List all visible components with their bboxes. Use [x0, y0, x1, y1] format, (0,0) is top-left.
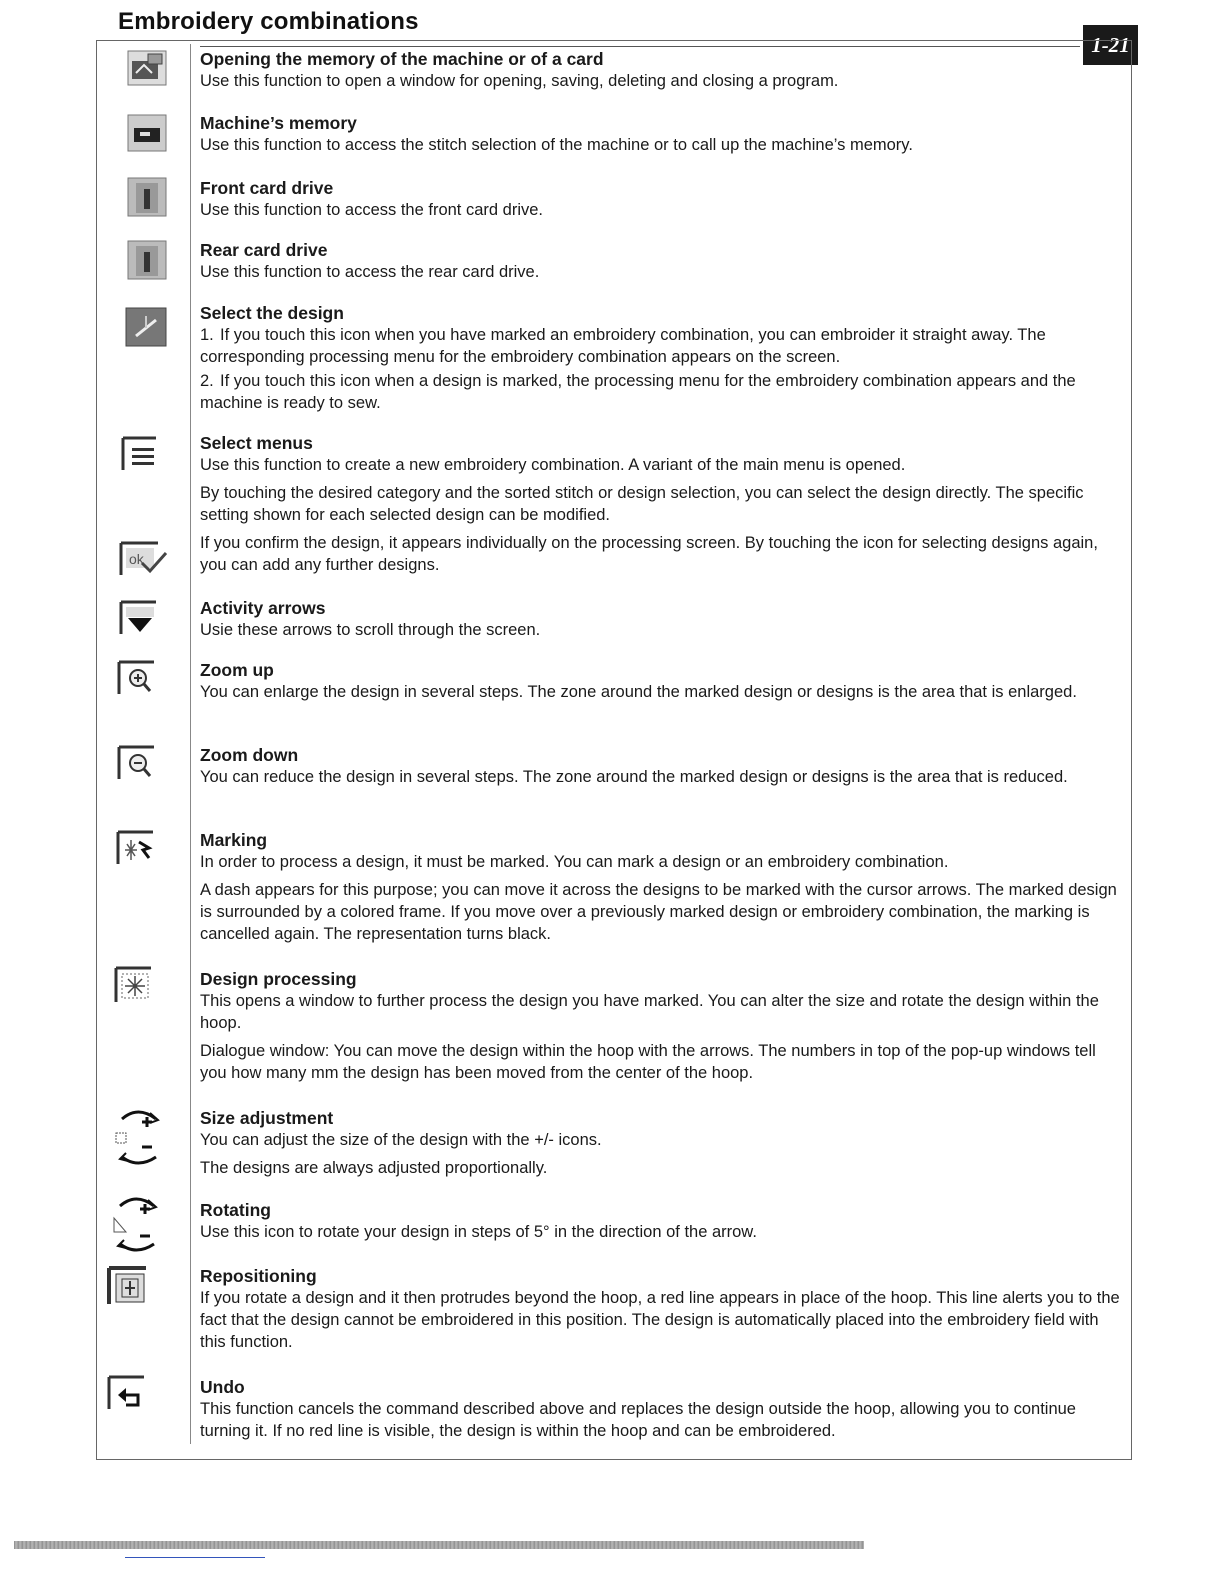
activity-arrow-icon — [118, 600, 160, 636]
section-undo — [200, 1376, 1125, 1442]
section-text: In order to process a design, it must be marked. You can mark a design or an embroidery combination. — [200, 853, 949, 871]
zoom-in-icon — [116, 660, 158, 696]
section-machine-memory — [200, 112, 1125, 156]
section-text: You can reduce the design in several steps. The zone around the marked design or designs is the area that is reduced. — [200, 768, 1068, 786]
select-design-icon — [124, 306, 170, 348]
list-number: 2. — [200, 372, 214, 390]
section-text: Use this icon to rotate your design in steps of 5° in the direction of the arrow. — [200, 1223, 757, 1241]
section-text: Use this function to access the stitch selection of the machine or to call up the machine’s memory. — [200, 136, 913, 154]
section-activity-arrows — [200, 597, 1125, 641]
section-text: If you rotate a design and it then protrudes beyond the hoop, a red line appears in place of the hoop. This line alerts you to the fact that the design cannot be embroidered in this position. The design is automatically placed into the embroidery field with this function. — [200, 1289, 1120, 1351]
section-repositioning — [200, 1265, 1125, 1353]
section-select-design — [200, 302, 1125, 414]
section-text: You can adjust the size of the design with the +/- icons. — [200, 1131, 602, 1149]
section-size-adjustment — [200, 1107, 1125, 1179]
section-text: This opens a window to further process the design you have marked. You can alter the size and rotate the design within the hoop. — [200, 992, 1099, 1032]
footer-line — [125, 1557, 265, 1558]
section-title: Zoom down — [200, 745, 299, 765]
section-text: Use this function to create a new embroidery combination. A variant of the main menu is opened. — [200, 456, 906, 474]
rotate-icon — [108, 1190, 164, 1260]
section-text: Use this function to open a window for opening, saving, deleting and closing a program. — [200, 72, 839, 90]
list-item — [200, 370, 1125, 414]
section-title: Rotating — [200, 1200, 271, 1220]
size-adjust-icon — [110, 1103, 166, 1175]
list-item-text: If you touch this icon when a design is marked, the processing menu for the embroidery combination appears and the machine is ready to sew. — [200, 372, 1076, 412]
list-number: 1. — [200, 326, 214, 344]
section-text: Use this function to access the front card drive. — [200, 201, 543, 219]
zoom-out-icon — [116, 745, 158, 781]
section-select-menus — [200, 432, 1125, 576]
section-front-card-drive — [200, 177, 1125, 221]
section-title: Activity arrows — [200, 598, 326, 618]
rear-card-drive-icon — [126, 238, 170, 282]
list-item — [200, 324, 1125, 368]
section-title: Select menus — [200, 433, 313, 453]
section-text: Usie these arrows to scroll through the screen. — [200, 621, 541, 639]
page-title: Embroidery combinations — [118, 8, 419, 35]
section-opening-memory — [200, 48, 1125, 92]
top-rule — [200, 46, 1080, 47]
section-rotating — [200, 1199, 1125, 1243]
section-zoom-down — [200, 744, 1125, 788]
section-text: A dash appears for this purpose; you can move it across the designs to be marked with the cursor arrows. The marked design is surrounded by a colored frame. If you move over a previously marked design or embroidery combination, the marking is cancelled again. The representation turns black. — [200, 881, 1117, 943]
icon-column-divider — [190, 44, 191, 1444]
section-title: Undo — [200, 1377, 245, 1397]
section-title: Select the design — [200, 303, 344, 323]
ok-check-icon — [118, 541, 170, 577]
footer-scan-bar — [14, 1541, 864, 1549]
section-text: Use this function to access the rear card drive. — [200, 263, 540, 281]
section-rear-card-drive — [200, 239, 1125, 283]
section-text: The designs are always adjusted proportionally. — [200, 1159, 548, 1177]
section-title: Size adjustment — [200, 1108, 334, 1128]
section-title: Rear card drive — [200, 240, 328, 260]
front-card-drive-icon — [126, 175, 170, 219]
section-text: Dialogue window: You can move the design within the hoop with the arrows. The numbers in top of the pop-up windows tell you how many mm the design has been moved from the center of the hoop. — [200, 1042, 1096, 1082]
section-title: Marking — [200, 830, 268, 850]
section-text: By touching the desired category and the sorted stitch or design selection, you can select the design directly. The specific setting shown for each selected design can be modified. — [200, 484, 1084, 524]
machine-memory-icon — [126, 112, 170, 154]
section-text: You can enlarge the design in several steps. The zone around the marked design or designs is the area that is enlarged. — [200, 683, 1077, 701]
list-item-text: If you touch this icon when you have marked an embroidery combination, you can embroider it straight away. The corresponding processing menu for the embroidery combination appears on the screen. — [200, 326, 1046, 366]
open-card-icon — [126, 47, 170, 89]
section-zoom-up — [200, 659, 1125, 703]
undo-icon — [106, 1375, 148, 1411]
section-title: Opening the memory of the machine or of a card — [200, 49, 604, 69]
section-design-processing — [200, 968, 1125, 1084]
section-text: If you confirm the design, it appears individually on the processing screen. By touching the icon for selecting designs again, you can add any further designs. — [200, 534, 1098, 574]
section-title: Zoom up — [200, 660, 274, 680]
section-title: Repositioning — [200, 1266, 317, 1286]
design-processing-icon — [113, 966, 155, 1004]
section-title: Front card drive — [200, 178, 334, 198]
section-text: This function cancels the command described above and replaces the design outside the hoop, allowing you to continue turning it. If no red line is visible, the design is within the hoop and can be embroidered. — [200, 1400, 1076, 1440]
select-menus-icon — [120, 436, 160, 472]
ok-check-label: ok — [129, 551, 144, 567]
section-title: Machine’s memory — [200, 113, 357, 133]
section-title: Design processing — [200, 969, 357, 989]
page-number-badge: 1-21 — [1083, 25, 1138, 65]
reposition-icon — [106, 1266, 150, 1306]
section-marking — [200, 829, 1125, 945]
marking-icon — [115, 830, 157, 866]
